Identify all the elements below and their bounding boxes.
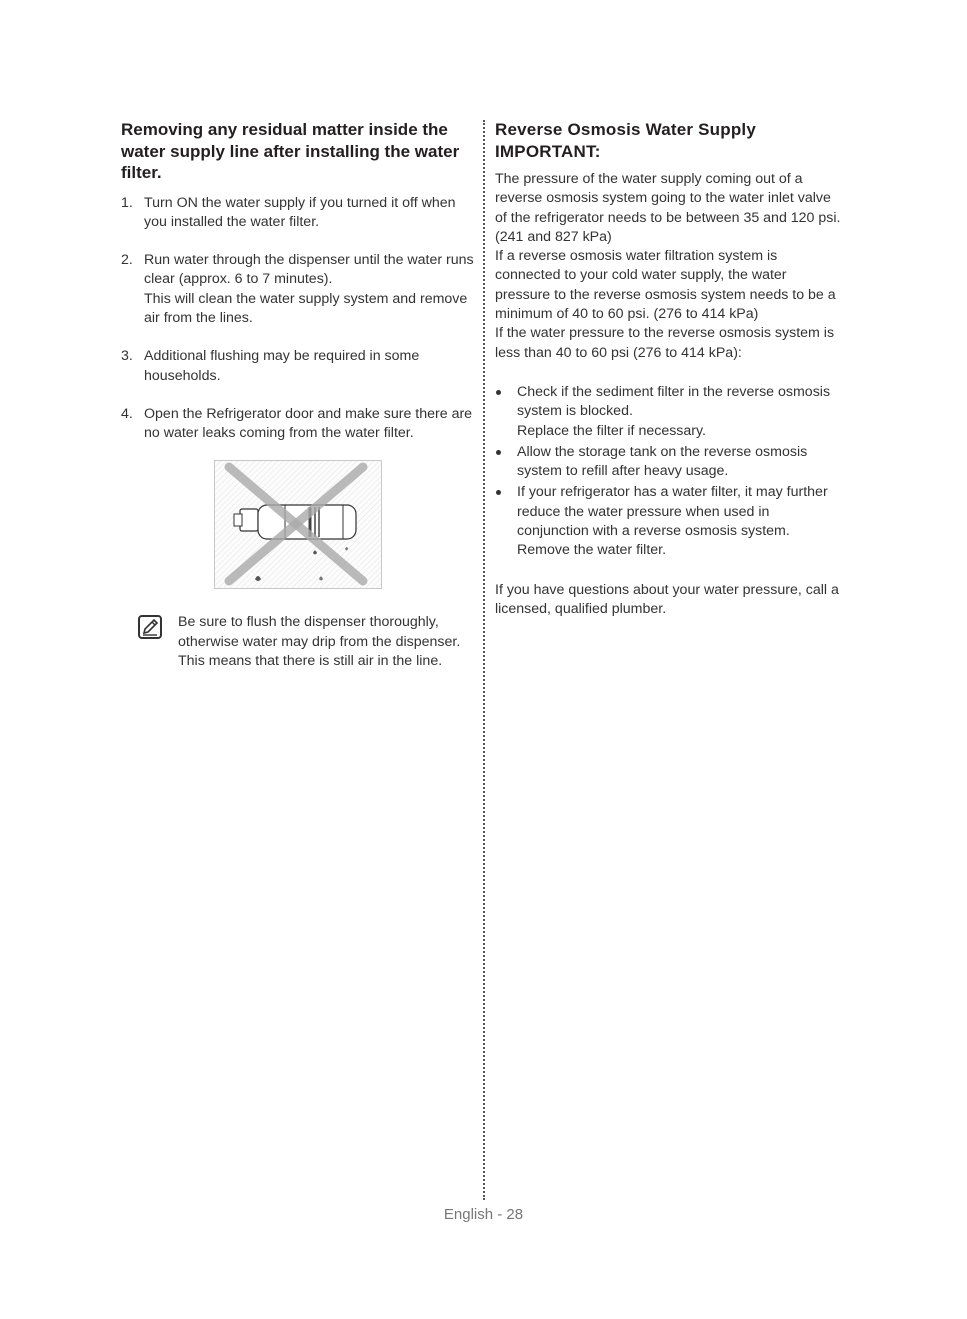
plumber-advice: If you have questions about your water pressure, call a licensed, qualified plumber. (495, 581, 839, 617)
pressure-paragraph (495, 170, 845, 363)
bullet-item (495, 443, 845, 482)
bullet-text: Remove the water filter. (517, 542, 667, 559)
bullet-text: Allow the storage tank on the reverse osmosis system to refill after heavy usage. (517, 443, 808, 480)
bullet-text: Replace the filter if necessary. (517, 422, 706, 439)
step-item (121, 405, 477, 444)
bullet-dot-icon (496, 490, 501, 495)
step-item (121, 347, 477, 386)
step-text: Run water through the dispenser until the water runs clear (approx. 6 to 7 minutes). (144, 252, 474, 288)
flush-steps-list (121, 194, 477, 444)
step-text: This will clean the water supply system and remove air from the lines. (144, 290, 468, 326)
column-divider (483, 120, 485, 1200)
step-text: Turn ON the water supply if you turned it off when you installed the water filter. (144, 194, 456, 230)
section-heading-reverse-osmosis: Reverse Osmosis Water Supply (495, 120, 757, 139)
step-number: 1. (121, 194, 133, 211)
step-item (121, 194, 477, 233)
bullet-text: Check if the sediment filter in the reverse osmosis system is blocked. (517, 383, 831, 420)
bullet-item (495, 383, 845, 441)
pressure-tips-list (495, 383, 845, 561)
step-number: 4. (121, 405, 133, 422)
note-text: This means that there is still air in the line. (178, 653, 443, 670)
bullet-dot-icon (496, 390, 501, 395)
note-text: Be sure to flush the dispenser thoroughly, otherwise water may drip from the dispenser. (178, 614, 461, 650)
water-filter-crossed-illustration (214, 460, 382, 589)
bullet-dot-icon (496, 450, 501, 455)
step-number: 2. (121, 252, 133, 269)
page-number: English - 28 (443, 1206, 524, 1223)
paragraph-line: The pressure of the water supply coming out of a reverse osmosis system going to the water inlet valve of the refrigerator needs to be between 35 and 120 psi. (241 and 827 kPa) (495, 171, 841, 245)
flush-note (121, 613, 477, 671)
paragraph-line: If a reverse osmosis water filtration system is connected to your cold water supply, the water pressure to the reverse osmosis system needs to be a minimum of 40 to 60 psi. (276 to 414 kPa) (495, 248, 836, 323)
left-column (121, 119, 477, 671)
paragraph-line: If the water pressure to the reverse osmosis system is less than 40 to 60 psi (276 to 414 kPa): (495, 325, 835, 361)
step-number: 3. (121, 348, 133, 365)
step-item (121, 251, 477, 328)
step-text: Additional flushing may be required in some households. (144, 348, 420, 384)
bullet-item (495, 483, 845, 560)
water-filter-drawing (215, 461, 381, 588)
bullet-text: If your refrigerator has a water filter, it may further reduce the water pressure when used in conjunction with a reverse osmosis system. (517, 484, 828, 540)
important-label: IMPORTANT: (495, 141, 601, 161)
step-text: Open the Refrigerator door and make sure there are no water leaks coming from the water filter. (144, 405, 473, 442)
right-column (495, 119, 845, 619)
section-heading-residual-matter: Removing any residual matter inside the water supply line after installing the water filter. (121, 120, 460, 182)
note-pencil-icon (137, 614, 163, 640)
